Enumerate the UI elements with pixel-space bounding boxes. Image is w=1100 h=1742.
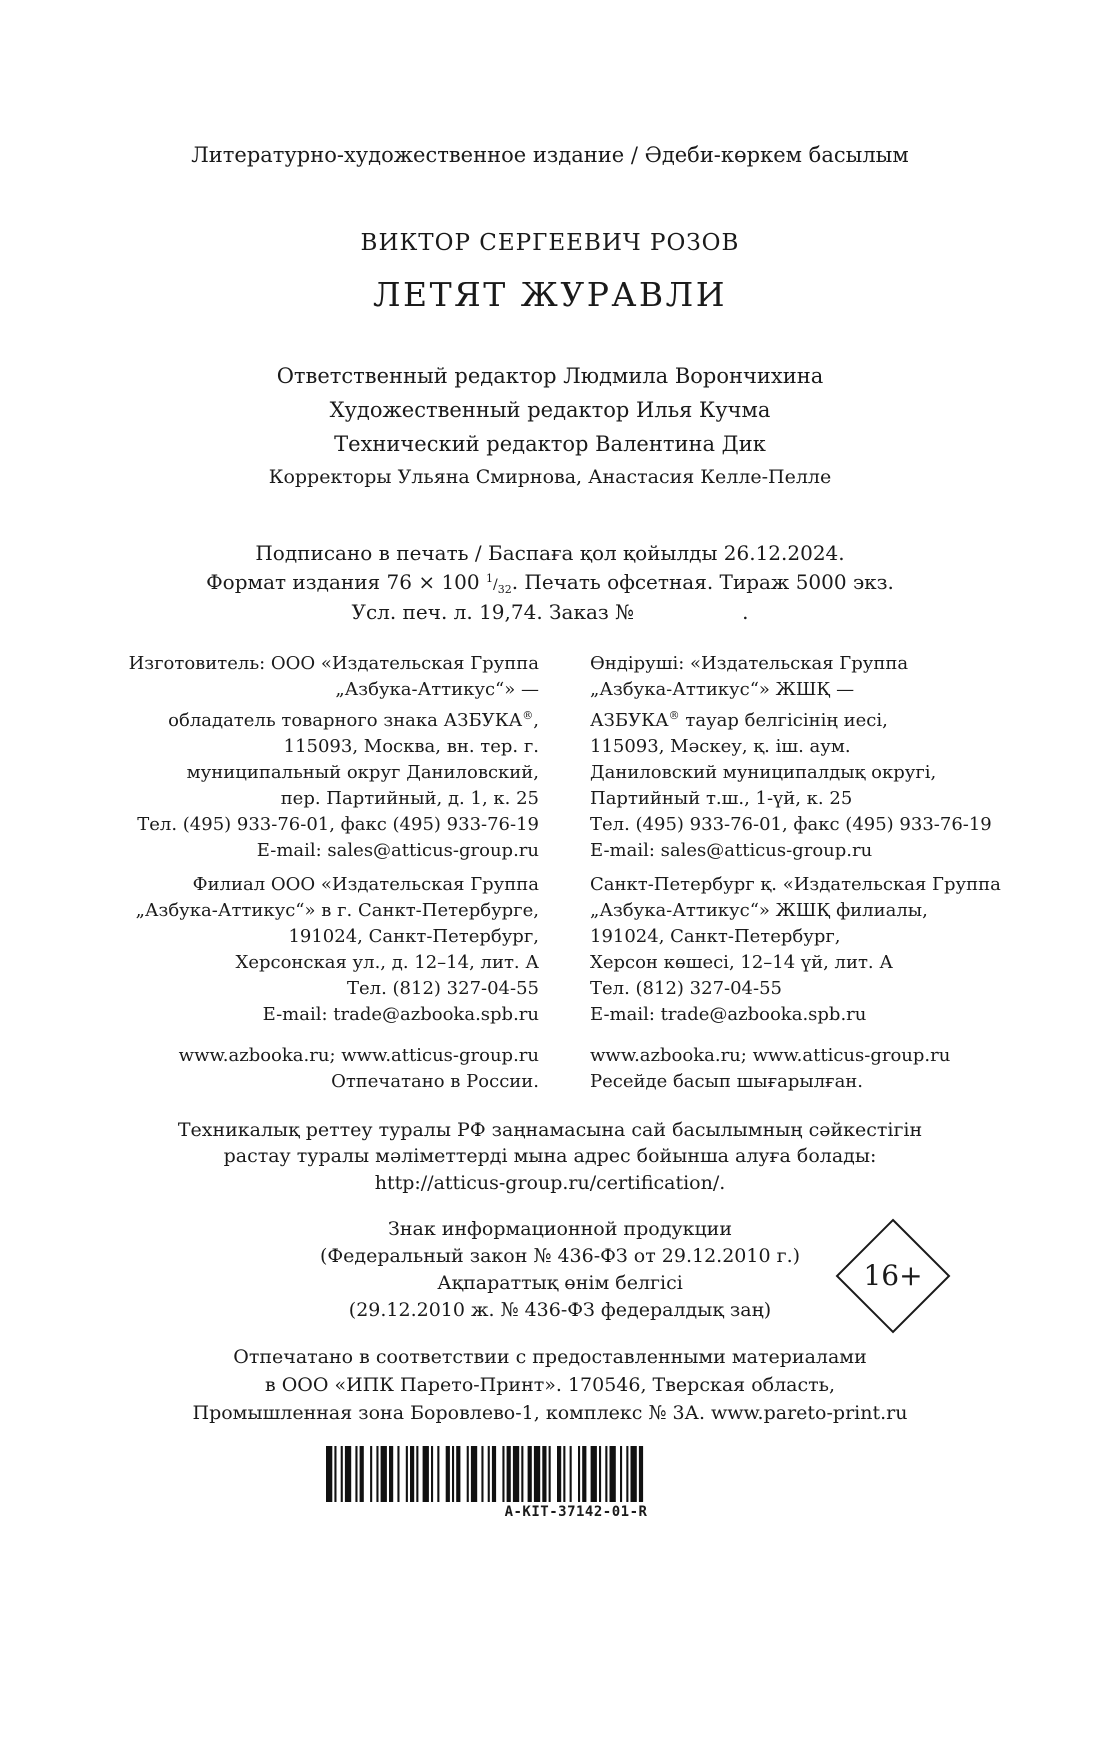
format-suffix: . Печать офсетная. Тираж 5000 экз.	[511, 570, 894, 594]
manufacturer-ru-line: 115093, Москва, вн. тер. г.	[283, 736, 539, 757]
proofreaders: Корректоры Ульяна Смирнова, Анастасия Келле-Пелле	[268, 466, 832, 488]
branch-kz-line: Санкт-Петербург қ. «Издательская Группа	[590, 874, 1001, 895]
barcode-bar	[360, 1446, 364, 1502]
barcode-bar	[626, 1446, 628, 1502]
manufacturer-kz-line: Өндіруші: «Издательская Группа	[590, 653, 909, 674]
barcode-bar	[437, 1446, 439, 1502]
trademark-text: АЗБУКА	[590, 710, 669, 731]
barcode-bar	[341, 1446, 343, 1502]
barcode-bar	[406, 1446, 408, 1502]
barcode-bar	[542, 1446, 546, 1502]
barcode-bar	[481, 1446, 483, 1502]
manufacturer-kz-email: E-mail: sales@atticus-group.ru	[590, 840, 873, 861]
format-fraction: $^1/_{32}$	[485, 572, 512, 596]
barcode-bar	[416, 1446, 418, 1502]
websites-ru: www.azbooka.ru; www.atticus-group.ru	[178, 1045, 539, 1066]
age-rating-badge	[835, 1218, 951, 1334]
branch-kz	[590, 872, 1001, 1028]
barcode-bar	[471, 1446, 477, 1502]
printed-in-kz: Ресейде басып шығарылған.	[590, 1071, 864, 1092]
branch-ru-email: E-mail: trade@azbooka.spb.ru	[262, 1004, 539, 1025]
branch-kz-line: „Азбука-Аттикус“» ЖШҚ филиалы,	[590, 900, 928, 921]
barcode-bar	[507, 1446, 511, 1502]
certification-url: http://atticus-group.ru/certification/.	[374, 1172, 726, 1194]
branch-ru-line: Херсонская ул., д. 12–14, лит. А	[235, 952, 539, 973]
barcode-bar	[631, 1446, 637, 1502]
barcode-bar	[599, 1446, 601, 1502]
barcode-bar	[452, 1446, 454, 1502]
manufacturer-kz-line: 115093, Мәскеу, қ. іш. аум.	[590, 736, 851, 757]
printed-in-ru: Отпечатано в России.	[331, 1071, 539, 1092]
tech-regulation-line: растау туралы мәліметтерді мына адрес бойынша алуға болады:	[223, 1145, 877, 1167]
trademark-owner-text: обладатель товарного знака АЗБУКА	[168, 710, 523, 731]
trademark-owner-punct: ,	[533, 710, 539, 731]
manufacturer-ru	[129, 651, 539, 864]
barcode-bar	[431, 1446, 433, 1502]
responsible-editor: Ответственный редактор Людмила Ворончихина	[276, 364, 824, 388]
manufacturer-kz-line	[590, 703, 992, 734]
book-title: ЛЕТЯТ ЖУРАВЛИ	[373, 275, 727, 314]
barcode-bar	[605, 1446, 607, 1502]
format-line	[0, 570, 1100, 596]
barcode-bar	[381, 1446, 387, 1502]
web-ru	[179, 1043, 539, 1095]
branch-ru-phone: Тел. (812) 327-04-55	[347, 978, 539, 999]
barcode-bar	[456, 1446, 460, 1502]
barcode-bar	[423, 1446, 429, 1502]
barcode-bar	[610, 1446, 616, 1502]
barcode-bar	[521, 1446, 523, 1502]
barcode-bar	[549, 1446, 551, 1502]
barcode-bar	[376, 1446, 378, 1502]
sheets-order-line: Усл. печ. л. 19,74. Заказ № .	[351, 600, 749, 624]
manufacturer-ru-line: пер. Партийный, д. 1, к. 25	[280, 788, 539, 809]
barcode-bar	[345, 1446, 351, 1502]
manufacturer-kz-phone: Тел. (495) 933-76-01, факс (495) 933-76-19	[590, 814, 992, 835]
barcode-bar	[578, 1446, 580, 1502]
barcode-bar	[528, 1446, 532, 1502]
barcode-bar	[582, 1446, 586, 1502]
genre-line: Литературно-художественное издание / Әдеби-көркем басылым	[191, 143, 909, 167]
barcode	[326, 1446, 826, 1502]
author-name: ВИКТОР СЕРГЕЕВИЧ РОЗОВ	[360, 230, 740, 256]
manufacturer-kz	[590, 651, 992, 864]
web-kz	[590, 1043, 950, 1095]
manufacturer-ru-phone: Тел. (495) 933-76-01, факс (495) 933-76-19	[137, 814, 539, 835]
barcode-bar	[502, 1446, 504, 1502]
barcode-bar	[492, 1446, 496, 1502]
info-product-sign	[300, 1216, 820, 1324]
barcode-bar	[389, 1446, 393, 1502]
branch-ru	[136, 872, 539, 1028]
trademark-owner-text: тауар белгісінің иесі,	[679, 710, 888, 731]
barcode-bar	[570, 1446, 572, 1502]
branch-kz-line: 191024, Санкт-Петербург,	[590, 926, 841, 947]
barcode-bar	[488, 1446, 490, 1502]
branch-kz-phone: Тел. (812) 327-04-55	[590, 978, 782, 999]
manufacturer-ru-line: Изготовитель: ООО «Издательская Группа	[128, 653, 539, 674]
manufacturer-kz-line: „Азбука-Аттикус“» ЖШҚ —	[590, 679, 855, 700]
printer-line: Отпечатано в соответствии с предоставленными материалами	[233, 1346, 867, 1368]
manufacturer-ru-line	[129, 703, 539, 734]
format-numerator: 1	[485, 572, 493, 585]
technical-editor: Технический редактор Валентина Дик	[334, 432, 766, 456]
barcode-bar	[410, 1446, 414, 1502]
format-denominator: 32	[497, 583, 512, 596]
branch-ru-line: Филиал ООО «Издательская Группа	[192, 874, 539, 895]
info-sign-law: (Федеральный закон № 436-ФЗ от 29.12.2010 г.)	[319, 1245, 801, 1267]
barcode-bar	[639, 1446, 643, 1502]
branch-ru-line: „Азбука-Аттикус“» в г. Санкт-Петербурге,	[135, 900, 539, 921]
branch-kz-line: Херсон көшесі, 12–14 үй, лит. А	[590, 952, 893, 973]
registered-mark: ®	[522, 709, 534, 722]
manufacturer-ru-line: „Азбука-Аттикус“» —	[335, 679, 539, 700]
barcode-bar	[334, 1446, 336, 1502]
barcode-bar	[557, 1446, 561, 1502]
barcode-bar	[591, 1446, 597, 1502]
websites-kz: www.azbooka.ru; www.atticus-group.ru	[590, 1045, 951, 1066]
barcode-bar	[355, 1446, 357, 1502]
info-sign-law-kz: (29.12.2010 ж. № 436-ФЗ федералдық заң)	[348, 1299, 772, 1321]
barcode-bar	[326, 1446, 332, 1502]
art-editor: Художественный редактор Илья Кучма	[329, 398, 771, 422]
signed-to-print: Подписано в печать / Баспаға қол қойылды 26.12.2024.	[255, 541, 845, 565]
barcode-bar	[620, 1446, 622, 1502]
barcode-bar	[534, 1446, 540, 1502]
printer-line: в ООО «ИПК Парето-Принт». 170546, Тверская область,	[264, 1374, 836, 1396]
barcode-bar	[513, 1446, 519, 1502]
barcode-bar	[446, 1446, 450, 1502]
info-sign-line-kz: Ақпараттық өнім белгісі	[437, 1272, 683, 1294]
branch-ru-line: 191024, Санкт-Петербург,	[288, 926, 539, 947]
registered-mark: ®	[668, 709, 680, 722]
barcode-bar	[467, 1446, 469, 1502]
barcode-bar	[397, 1446, 399, 1502]
format-prefix: Формат издания 76 × 100	[206, 570, 486, 594]
manufacturer-ru-line: муниципальный округ Даниловский,	[186, 762, 539, 783]
manufacturer-kz-line: Партийный т.ш., 1-үй, к. 25	[590, 788, 853, 809]
barcode-bar	[370, 1446, 372, 1502]
manufacturer-kz-line: Даниловский муниципалдық округі,	[590, 762, 937, 783]
printer-line: Промышленная зона Боровлево-1, комплекс № 3А. www.pareto-print.ru	[192, 1402, 908, 1424]
barcode-text: A-KIT-37142-01-R	[504, 1504, 648, 1520]
tech-regulation-line: Техникалық реттеу туралы РФ заңнамасына сай басылымның сәйкестігін	[177, 1119, 923, 1141]
branch-kz-email: E-mail: trade@azbooka.spb.ru	[590, 1004, 867, 1025]
age-rating-label: 16+	[863, 1259, 923, 1292]
manufacturer-ru-email: E-mail: sales@atticus-group.ru	[256, 840, 539, 861]
info-sign-line: Знак информационной продукции	[387, 1218, 732, 1240]
barcode-bar	[563, 1446, 565, 1502]
